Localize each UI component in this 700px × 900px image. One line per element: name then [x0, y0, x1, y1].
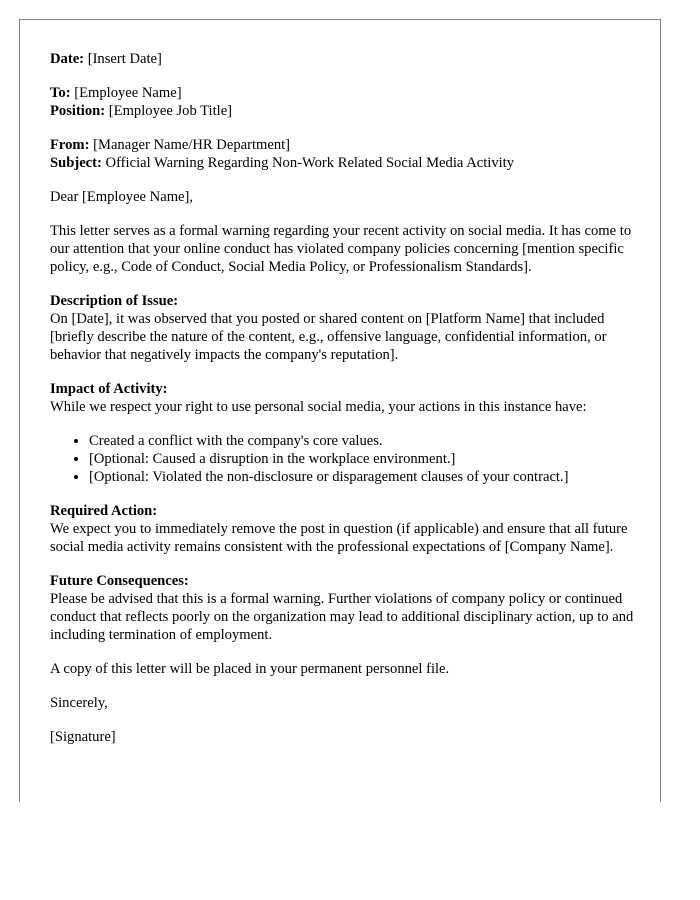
to-label: To: [50, 85, 71, 101]
closing: Sincerely, [50, 695, 108, 711]
consequences-body: Please be advised that this is a formal warning. Further violations of company policy or continued conduct that reflects poorly on the organization may lead to additional disciplinary action, up to and including termination of employment. [50, 591, 634, 643]
to-value: [Employee Name] [74, 85, 182, 101]
impact-body: While we respect your right to use personal social media, your actions in this instance have: [50, 399, 587, 415]
description-body: On [Date], it was observed that you posted or shared content on [Platform Name] that included [briefly describe the nature of the content, e.g., offensive language, confidential information, or behavior that negatively impacts the company's reputation]. [50, 311, 607, 363]
recipient-block [50, 84, 640, 120]
intro-paragraph: This letter serves as a formal warning regarding your recent activity on social media. It has come to our attention that your online conduct has violated company policies concerning [mention specific policy, e.g., Code of Conduct, Social Media Policy, or Professionalism Standards]. [50, 223, 632, 275]
impact-list [50, 432, 640, 486]
signature: [Signature] [50, 729, 116, 745]
position-value: [Employee Job Title] [108, 103, 233, 119]
to-line [50, 84, 640, 102]
date-label: Date: [50, 51, 85, 67]
salutation: Dear [Employee Name], [50, 189, 194, 205]
from-label: From: [50, 137, 90, 153]
date-value: [Insert Date] [87, 51, 162, 67]
impact-title: Impact of Activity: [50, 381, 168, 397]
date-line [50, 50, 640, 68]
impact-section [50, 380, 640, 416]
from-value: [Manager Name/HR Department] [93, 137, 291, 153]
list-item: • Created a conflict with the company's core values. [89, 432, 640, 450]
description-title: Description of Issue: [50, 293, 179, 309]
consequences-section [50, 572, 640, 644]
position-label: Position: [50, 103, 106, 119]
subject-line [50, 154, 640, 172]
sender-block [50, 136, 640, 172]
consequences-title: Future Consequences: [50, 573, 189, 589]
list-item: • [Optional: Caused a disruption in the workplace environment.] [89, 450, 640, 468]
letter-page [19, 19, 661, 802]
action-section [50, 502, 640, 556]
file-note: A copy of this letter will be placed in your permanent personnel file. [50, 661, 450, 677]
description-section [50, 292, 640, 364]
from-line [50, 136, 640, 154]
subject-value: Official Warning Regarding Non-Work Related Social Media Activity [105, 155, 515, 171]
position-line [50, 102, 640, 120]
action-title: Required Action: [50, 503, 158, 519]
list-item: • [Optional: Violated the non-disclosure or disparagement clauses of your contract.] [89, 468, 640, 486]
action-body: We expect you to immediately remove the post in question (if applicable) and ensure that all future social media activity remains consistent with the professional expectations of [Company Name]. [50, 521, 628, 555]
subject-label: Subject: [50, 155, 102, 171]
